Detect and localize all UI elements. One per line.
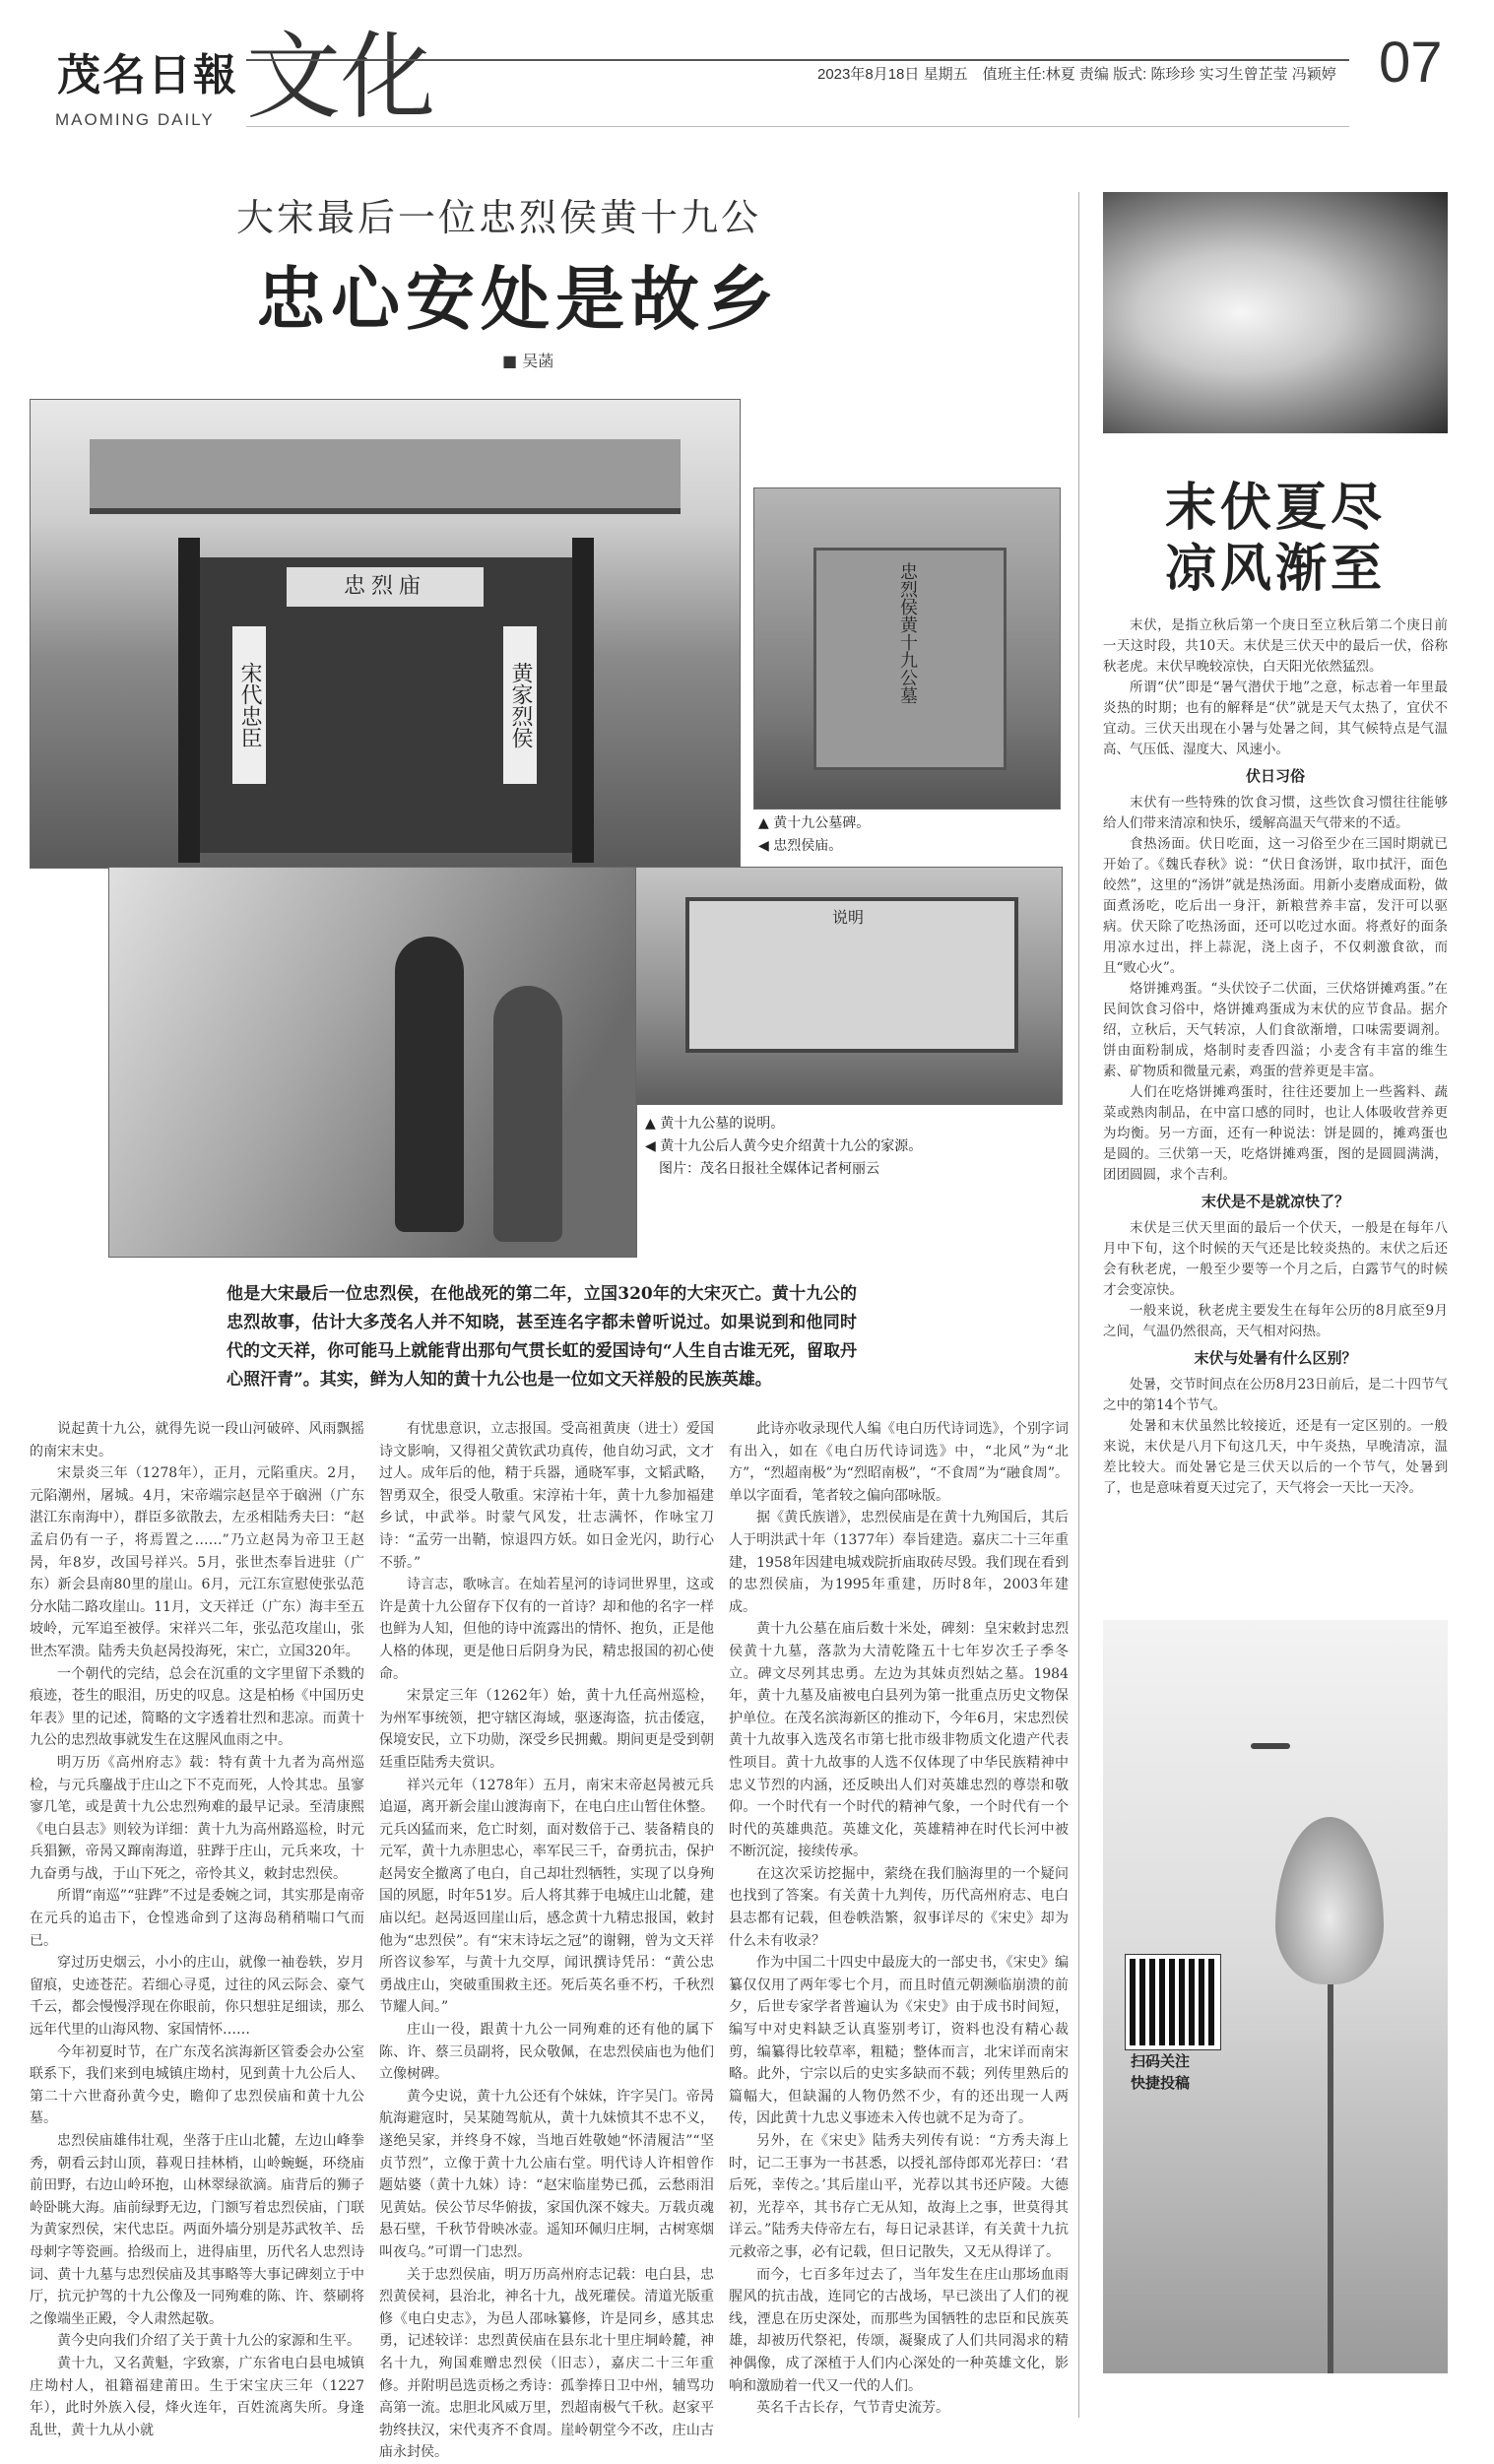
paragraph: 今年初夏时节，在广东茂名滨海新区管委会办公室联系下，我们来到电城镇庄坳村，见到黄十九公后人、第二十六世裔孙黄今史，瞻仰了忠烈侯庙和黄十九公墓。 bbox=[30, 2043, 364, 2127]
page-number: 07 bbox=[1379, 31, 1443, 95]
sidebar-subheading: 伏日习俗 bbox=[1245, 767, 1305, 785]
article-column-3 bbox=[729, 1418, 1069, 2420]
couplet-right: 黄家烈侯 bbox=[503, 626, 537, 784]
caption-top bbox=[758, 812, 1054, 858]
paragraph: 英名千古长存，气节青史流芳。 bbox=[756, 2400, 949, 2417]
couplet-left: 宋代忠臣 bbox=[232, 626, 266, 784]
caption-bottom bbox=[645, 1113, 1069, 1181]
sidebar-subheading: 末伏是不是就凉快了？ bbox=[1201, 1193, 1349, 1210]
paragraph: 所谓“南巡”“驻跸”不过是委婉之词，其实那是南帝在元兵的追击下，仓惶逃命到了这海岛稍稍喘口气而已。 bbox=[30, 1888, 364, 1949]
article-author: ■ 吴菡 bbox=[502, 352, 554, 370]
paragraph: 黄今史说，黄十九公还有个妹妹，许字吴门。帝昺航海避寇时，吴某随驾航从，黄十九妹愤其不忠不义，遂绝吴家，并终身不嫁，当地百姓敬她“怀清履洁”“坚贞节烈”，立像于黄十九公庙右堂。明代诗人许相曾作题姑婆（黄十九妹）诗：“赵宋临崖势已孤，云愁雨泪见黄姑。侯公节尽华俯拔，家国仇深不嫁夫。万载贞魂悬石壁，千秋节骨映冰壶。遥知环佩归庄垌，古树寒烟叫夜乌。”可谓一门忠烈。 bbox=[379, 2088, 714, 2260]
person-woman bbox=[493, 986, 562, 1242]
lotus-bud bbox=[1275, 1817, 1384, 1984]
tombstone-inscription: 忠烈侯黄十九公墓 bbox=[897, 562, 918, 704]
paragraph: 一般来说，秋老虎主要发生在每年公历的8月底至9月之间，气温仍然很高，天气相对闷热。 bbox=[1103, 1303, 1448, 1339]
paragraph: 此诗亦收录现代人编《电白历代诗词选》，个别字词有出入，如在《电白历代诗词选》中，“北风”为“北方”，“烈超南极”为“烈昭南极”，“不食周”为“融食周”。单以字面看，笔者较之偏向邵咏版。 bbox=[729, 1421, 1069, 1504]
sidebar-title-line1: 末伏夏尽 bbox=[1164, 478, 1386, 538]
dateline: 2023年8月18日 星期五 值班主任:林夏 责编 版式: 陈珍珍 实习生曾芷莹 冯颖婷 bbox=[817, 66, 1336, 83]
photo-credit: 图片：茂名日报社全媒体记者柯丽云 bbox=[659, 1161, 879, 1177]
paragraph: 说起黄十九公，就得先说一段山河破碎、风雨飘摇的南宋末史。 bbox=[30, 1421, 364, 1459]
leaf-photo bbox=[1103, 192, 1448, 433]
paragraph: 宋景定三年（1262年）始，黄十九任高州巡检，为州军事统领，把守辖区海域，驱逐海盗，抗击倭寇，保境安民，立下功勋，深受乡民拥戴。期间更是受到朝廷重臣陆秀夫赏识。 bbox=[379, 1688, 714, 1771]
header-rule-lower bbox=[246, 126, 1349, 127]
paragraph: 黄十九公墓在庙后数十米处，碑刻：皇宋敕封忠烈侯黄十九墓，落款为大清乾隆五十七年岁次壬子季冬立。碑文尽列其忠勇。左边为其妹贞烈姑之墓。1984年，黄十九墓及庙被电白县列为第一批重点历史文物保护单位。在茂名滨海新区的推动下，今年6月，宋忠烈侯黄十九故事入选茂名市第七批市级非物质文化遗产代表性项目。黄十九故事的人选不仅体现了中华民族精神中忠义节烈的内涵，还反映出人们对英雄忠烈的尊崇和敬仰。一个时代有一个时代的精神气象，一个时代有一个时代的英雄典范。英雄文化，英雄精神在时代长河中被不断沉淀，接续传承。 bbox=[729, 1621, 1069, 1860]
qr-caption-line1: 扫码关注 bbox=[1131, 2052, 1191, 2070]
paragraph: 另外，在《宋史》陆秀夫列传有说：“方秀夫海上时，记二王事为一书甚悉，以授礼部侍郎邓光荐曰：‘君后死，幸传之。’其后崖山平，光荐以其书还庐陵。大德初，光荐卒，其书存亡无从知，故海上之事，世莫得其详云。”陆秀夫侍帝左右，每日记录甚详，有关黄十九抗元救帝之事，必有记载，但日记散失，又无从得详了。 bbox=[729, 2133, 1069, 2260]
section-title: 文化 bbox=[246, 22, 435, 132]
sidebar-title bbox=[1103, 478, 1448, 600]
paragraph: 所谓“伏”即是“暑气潜伏于地”之意，标志着一年里最炎热的时期；也有的解释是“伏”就是天气太热了，宜伏不宜动。三伏天出现在小暑与处暑之间，其气候特点是气温高、气压低、湿度大、风速小。 bbox=[1103, 680, 1448, 757]
plaque-title: 说明 bbox=[831, 908, 864, 927]
paragraph: 一个朝代的完结，总会在沉重的文字里留下杀戮的痕迹，苍生的眼泪，历史的叹息。这是柏杨《中国历史年表》里的记述，简略的文字透着壮烈和悲凉。而黄十九公的忠烈故事就发生在这腥风血雨之中。 bbox=[30, 1665, 364, 1749]
paragraph: 祥兴元年（1278年）五月，南宋末帝赵昺被元兵追逼，离开新会崖山渡海南下，在电白庄山暂住休整。元兵凶猛而来，危亡时刻，面对数倍于己、装备精良的元军，黄十九赤胆忠心，率军民三千，奋勇抗击，保护赵昺安全撤离了电白，自己却壮烈牺牲，实现了以身殉国的夙愿，时年51岁。后人将其葬于电城庄山北麓，建庙以纪。赵昺返回崖山后，感念黄十九精忠报国，敕封他为“忠烈侯”。有“宋末诗坛之冠”的谢翱，曾为文天祥所咨议参军，与黄十九交厚，闻讯撰诗凭吊：“黄公忠勇战庄山，突破重围救主还。死后英名垂不朽，千秋烈节耀人间。” bbox=[379, 1777, 714, 2016]
paragraph: 在这次采访挖掘中，萦绕在我们脑海里的一个疑问也找到了答案。有关黄十九判传，历代高州府志、电白县志都有记载，但卷帙浩繁，叙事详尽的《宋史》却为什么未有收录？ bbox=[729, 1865, 1069, 1949]
caption-plaque: ▲ 黄十九公墓的说明。 bbox=[645, 1116, 785, 1132]
paragraph: 关于忠烈侯庙，明万历高州府志记载：电白县，忠烈黄侯祠，县治北，神名十九，战死瓘侯。清道光版重修《电白史志》，为邑人邵咏纂修，许是同乡，感其忠勇，记述较详：忠烈黄侯庙在县东北十里庄垌岭麓，神名十九，殉国难赠忠烈侯（旧志），嘉庆二十三年重修。并附明邑选贡杨之秀诗：孤拳捧日卫中州，辅骂功高第一流。忠胆北风威万里，烈超南极气千秋。赵家平勃终扶汉，宋代夷齐不食周。崖岭朝堂今不改，庄山古庙永封侯。 bbox=[379, 2266, 714, 2461]
paragraph: 忠烈侯庙雄伟壮观，坐落于庄山北麓，左边山峰拳秀，朝看云封山顶，暮观日挂林梢，山岭蜿蜒，环绕庙前田野，右边山岭环抱，山林翠绿欲滴。庙背后的狮子岭卧眺大海。庙前绿野无边，门额写着忠烈侯庙，门联为黄家烈侯，宋代忠臣。两面外墙分别是苏武牧羊、岳母刺字等瓷画。拾级而上，进得庙里，历代名人忠烈诗词、黄十九墓与忠烈侯庙及其事略等大事记碑刻立于中厅，抗元护驾的十九公像及一同殉难的陈、许、蔡刷将之像端坐正殿，令人肃然起敬。 bbox=[30, 2133, 364, 2327]
column-divider bbox=[1078, 192, 1079, 2418]
sidebar-body bbox=[1103, 616, 1448, 1499]
paragraph: 处暑和末伏虽然比较接近，还是有一定区别的。一般来说，末伏是八月下旬这几天，中午炎热，早晚清凉，温差比较大。而处暑它是三伏天以后的一个节气，处暑到了，也是意味着夏天过完了，天气将会一天比一天冷。 bbox=[1103, 1418, 1448, 1496]
paragraph: 食热汤面。伏日吃面，这一习俗至少在三国时期就已开始了。《魏氏春秋》说：“伏日食汤饼，取巾拭汗，面色皎然”，这里的“汤饼”就是热汤面。用新小麦磨成面粉，做面煮汤吃，吃后出一身汗，新粮营养丰富，发汗可以驱病。伏天除了吃热汤面，还可以吃过水面。将煮好的面条用凉水过出，拌上蒜泥，浇上卤子，不仅刺激食欲，而且“败心火”。 bbox=[1103, 836, 1448, 976]
paragraph: 烙饼摊鸡蛋。“头伏饺子二伏面，三伏烙饼摊鸡蛋。”在民间饮食习俗中，烙饼摊鸡蛋成为末伏的应节食品。据介绍，立秋后，天气转凉，人们食欲渐增，口味需要调剂。饼由面粉制成，烙制时麦香四溢；小麦含有丰富的维生素、矿物质和微量元素，鸡蛋的营养更是丰富。 bbox=[1103, 981, 1448, 1079]
qr-caption-line2: 快捷投稿 bbox=[1131, 2074, 1191, 2092]
qr-caption bbox=[1131, 2050, 1190, 2094]
plaque-photo bbox=[635, 867, 1063, 1105]
article-subtitle: 大宋最后一位忠烈侯黄十九公 bbox=[236, 196, 762, 239]
paragraph: 有忧患意识，立志报国。受高祖黄庚（进士）爱国诗文影响，又得祖父黄钦武功真传，他自幼习武，文才过人。成年后的他，精于兵器，通晓军事，文韬武略，智勇双全，很受人敬重。宋淳祐十年，黄十九参加福建乡试，中武举。时蒙气风发，壮志满怀，作咏宝刀诗：“孟劳一出鞘，惊退四方妖。如日金光闪，助行心不骄。” bbox=[379, 1421, 714, 1571]
paragraph: 而今，七百多年过去了，当年发生在庄山那场血雨腥风的抗击战，连同它的古战场，早已淡出了人们的视线，湮息在历史深处，而那些为国牺牲的忠臣和民族英雄，却被历代祭祀，传颂，凝聚成了人们共同渴求的精神偶像，成了深植于人们内心深处的一种英雄文化，影响和激励着一代又一代的人们。 bbox=[729, 2266, 1069, 2394]
paragraph: 据《黄氏族谱》，忠烈侯庙是在黄十九殉国后，其后人于明洪武十年（1377年）奉旨建造。嘉庆二十三年重建，1958年因建电城戏院折庙取砖尽毁。我们现在看到的忠烈侯庙，为1995年重建，历时8年，2003年建成。 bbox=[729, 1510, 1069, 1615]
dragonfly-icon bbox=[1251, 1743, 1290, 1749]
paragraph: 末伏，是指立秋后第一个庚日至立秋后第二个庚日前一天这时段，共10天。末伏是三伏天中的最后一伏，俗称秋老虎。末伏早晚较凉快，白天阳光依然猛烈。 bbox=[1103, 617, 1448, 675]
paragraph: 人们在吃烙饼摊鸡蛋时，往往还要加上一些酱料、蔬菜或熟肉制品，在中富口感的同时，也让人体吸收营养更为均衡。另一方面，还有一种说法：饼是圆的，摊鸡蛋也是圆的。三伏第一天，吃烙饼摊鸡蛋，图的是圆圆满满，团团圆圆，求个吉利。 bbox=[1103, 1084, 1448, 1183]
tombstone-photo bbox=[753, 487, 1061, 810]
header-rule bbox=[246, 59, 1349, 61]
article-column-1 bbox=[30, 1418, 364, 2441]
paragraph: 末伏有一些特殊的饮食习惯，这些饮食习惯往往能够给人们带来清凉和快乐，缓解高温天气带来的不适。 bbox=[1103, 795, 1448, 831]
article-lead: 他是大宋最后一位忠烈侯，在他战死的第二年，立国320年的大宋灭亡。黄十九公的忠烈故事，估计大多茂名人并不知晓，甚至连名字都未曾听说过。如果说到和他同时代的文天祥，你可能马上就能背出那句气贯长虹的爱国诗句“人生自古谁无死，留取丹心照汗青”。其实，鲜为人知的黄十九公也是一位如文天祥般的民族英雄。 bbox=[227, 1284, 857, 1390]
temple-plaque: 忠烈庙 bbox=[287, 567, 484, 607]
article-title: 忠心安处是故乡 bbox=[256, 258, 780, 340]
qr-code[interactable] bbox=[1126, 1955, 1220, 2049]
newspaper-logo: 茂名日報 bbox=[57, 50, 238, 100]
paragraph: 作为中国二十四史中最庞大的一部史书，《宋史》编纂仅仅用了两年零七个月，而且时值元朝濒临崩溃的前夕，后世专家学者普遍认为《宋史》由于成书时间短，编写中对史料缺乏认真鉴别考订，资料也没有精心裁剪，编纂得比较草率，粗糙；整体而言，北宋详而南宋略。此外，宁宗以后的史实多缺而不载；列传里熟后的篇幅大，但缺漏的人物仍然不少，有的还出现一人两传，因此黄十九忠义事迹未入传也就不足为奇了。 bbox=[729, 1955, 1069, 2127]
paragraph: 庄山一役，跟黄十九公一同殉难的还有他的属下陈、许、蔡三员副将，民众敬佩，在忠烈侯庙也为他们立像树碑。 bbox=[379, 2022, 714, 2083]
newspaper-logo-en: MAOMING DAILY bbox=[55, 110, 215, 129]
paragraph: 明万历《高州府志》载：特有黄十九者为高州巡检，与元兵鏖战于庄山之下不克而死，人怜其忠。虽寥寥几笔，或是黄十九公忠烈殉难的最早记录。至清康熙《电白县志》则较为详细：黄十九为高州路巡检，时元兵猖獗，帝昺又蹿南海道，驻跸于庄山，元兵来攻，十九奋勇与战，于山下死之，帝怜其义，敕封忠烈侯。 bbox=[30, 1754, 364, 1882]
temple-photo bbox=[30, 399, 741, 869]
paragraph: 诗言志，歌咏言。在灿若星河的诗词世界里，这或许是黄十九公留存下仅有的一首诗？却和他的名字一样也鲜为人知，但他的诗中流露出的情怀、抱负，正是他人格的体现，更是他日后阴身为民，精忠报国的初心使命。 bbox=[379, 1577, 714, 1682]
person-man bbox=[395, 937, 464, 1232]
lotus-stem bbox=[1328, 1984, 1333, 2373]
sidebar-subheading: 末伏与处暑有什么区别？ bbox=[1194, 1349, 1357, 1367]
caption-tombstone: ▲ 黄十九公墓碑。 bbox=[758, 815, 871, 831]
paragraph: 黄今史向我们介绍了关于黄十九公的家源和生平。 bbox=[57, 2333, 360, 2350]
paragraph: 末伏是三伏天里面的最后一个伏天，一般是在每年八月中下旬，这个时候的天气还是比较炎热的。末伏之后还会有秋老虎，一般至少要等一个月之后，白露节气的时候才会变凉快。 bbox=[1103, 1220, 1448, 1298]
paragraph: 宋景炎三年（1278年），正月，元陷重庆。2月，元陷潮州，屠城。4月，宋帝端宗赵昰卒于硇洲（广东湛江东南海中），群臣多欲散去，左丞相陆秀夫曰：“赵孟启仍有一子，将焉置之……”乃立赵昺为帝卫王赵昺，年8岁，改国号祥兴。5月，张世杰奉旨进驻（广东）新会县南80里的崖山。6月，元江东宣慰使张弘范分水陆二路攻崖山。11月，文天祥迁（广东）海丰至五坡岭，元军追至被俘。宋祥兴二年，张弘范攻崖山，张世杰军溃。陆秀夫负赵昺投海死，宋亡，立国320年。 bbox=[30, 1465, 364, 1659]
caption-temple: ◀ 忠烈侯庙。 bbox=[758, 838, 843, 854]
caption-people: ◀ 黄十九公后人黄今史介绍黄十九公的家源。 bbox=[645, 1138, 923, 1154]
sidebar-title-line2: 凉风渐至 bbox=[1164, 539, 1386, 599]
paragraph: 处暑，交节时间点在公历8月23日前后，是二十四节气之中的第14个节气。 bbox=[1103, 1377, 1448, 1413]
paragraph: 穿过历史烟云，小小的庄山，就像一袖卷轶，岁月留痕，史迹苍茫。若细心寻觅，过往的风云际会、豪气千云，都会慢慢浮现在你眼前，你只想驻足细读，那么远年代里的山海风物、家国情怀…… bbox=[30, 1955, 364, 2039]
people-photo bbox=[108, 867, 637, 1258]
article-column-2 bbox=[379, 1418, 714, 2464]
paragraph: 黄十九，又名黄魁，字致寨，广东省电白县电城镇庄坳村人，祖籍福建莆田。生于宋宝庆三年（1227年），此时外族入侵，烽火连年，百姓流离失所。身逢乱世，黄十九从小就 bbox=[30, 2355, 364, 2438]
